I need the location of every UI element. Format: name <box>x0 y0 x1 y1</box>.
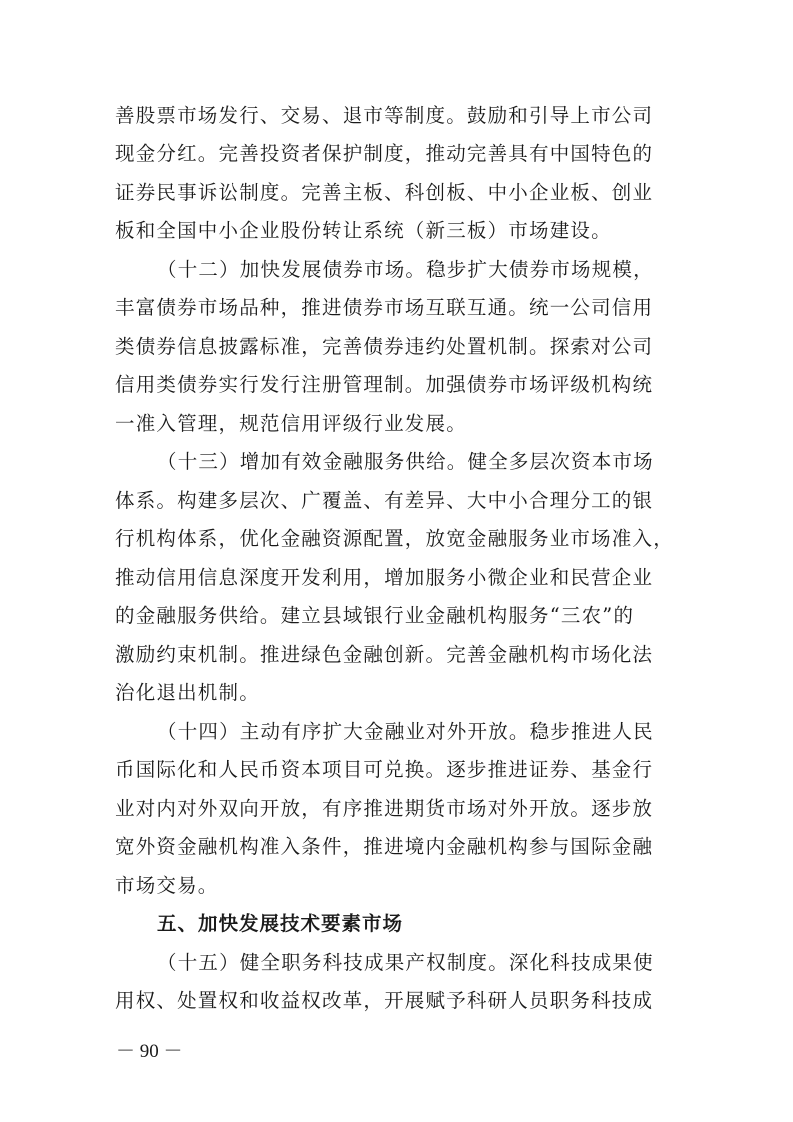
body-text-line: 币国际化和人民币资本项目可兑换。逐步推进证券、基金行 <box>115 758 654 781</box>
section-15-lead: （十五）健全职务科技成果产权制度。深化科技成果使 <box>157 951 654 974</box>
section-14-lead: （十四）主动有序扩大金融业对外开放。稳步推进人民 <box>157 720 654 743</box>
body-text-line: 宽外资金融机构准入条件，推进境内金融机构参与国际金融 <box>115 835 654 858</box>
body-text-line: 证券民事诉讼制度。完善主板、科创板、中小企业板、创业 <box>115 181 654 204</box>
body-text-line: 丰富债券市场品种，推进债券市场互联互通。统一公司信用 <box>115 296 654 319</box>
section-13-lead: （十三）增加有效金融服务供给。健全多层次资本市场 <box>157 450 654 473</box>
body-text-line: 的金融服务供给。建立县域银行业金融机构服务“三农”的 <box>115 604 635 627</box>
body-text-line: 信用类债券实行发行注册管理制。加强债券市场评级机构统 <box>115 373 654 396</box>
section-heading: 五、加快发展技术要素市场 <box>157 912 404 935</box>
body-text-line: 行机构体系，优化金融资源配置，放宽金融服务业市场准入， <box>115 527 674 550</box>
page-number: － 90 － <box>116 1041 183 1062</box>
body-text-line: 治化退出机制。 <box>115 681 260 704</box>
body-text-line: 推动信用信息深度开发利用，增加服务小微企业和民营企业 <box>115 566 654 589</box>
body-text-line: 体系。构建多层次、广覆盖、有差异、大中小合理分工的银 <box>115 489 654 512</box>
section-12-lead: （十二）加快发展债券市场。稳步扩大债券市场规模， <box>157 258 654 281</box>
body-text-line: 市场交易。 <box>115 874 219 897</box>
body-text-line: 类债券信息披露标准，完善债券违约处置机制。探索对公司 <box>115 335 654 358</box>
body-text-line: 板和全国中小企业股份转让系统（新三板）市场建设。 <box>115 219 612 242</box>
body-text-line: 现金分红。完善投资者保护制度，推动完善具有中国特色的 <box>115 142 654 165</box>
body-text-line: 激励约束机制。推进绿色金融创新。完善金融机构市场化法 <box>115 643 654 666</box>
body-text-line: 善股票市场发行、交易、退市等制度。鼓励和引导上市公司 <box>115 104 654 127</box>
body-text-line: 用权、处置权和收益权改革，开展赋予科研人员职务科技成 <box>115 989 654 1012</box>
body-text-line: 业对内对外双向开放，有序推进期货市场对外开放。逐步放 <box>115 797 654 820</box>
body-text-line: 一准入管理，规范信用评级行业发展。 <box>115 412 467 435</box>
